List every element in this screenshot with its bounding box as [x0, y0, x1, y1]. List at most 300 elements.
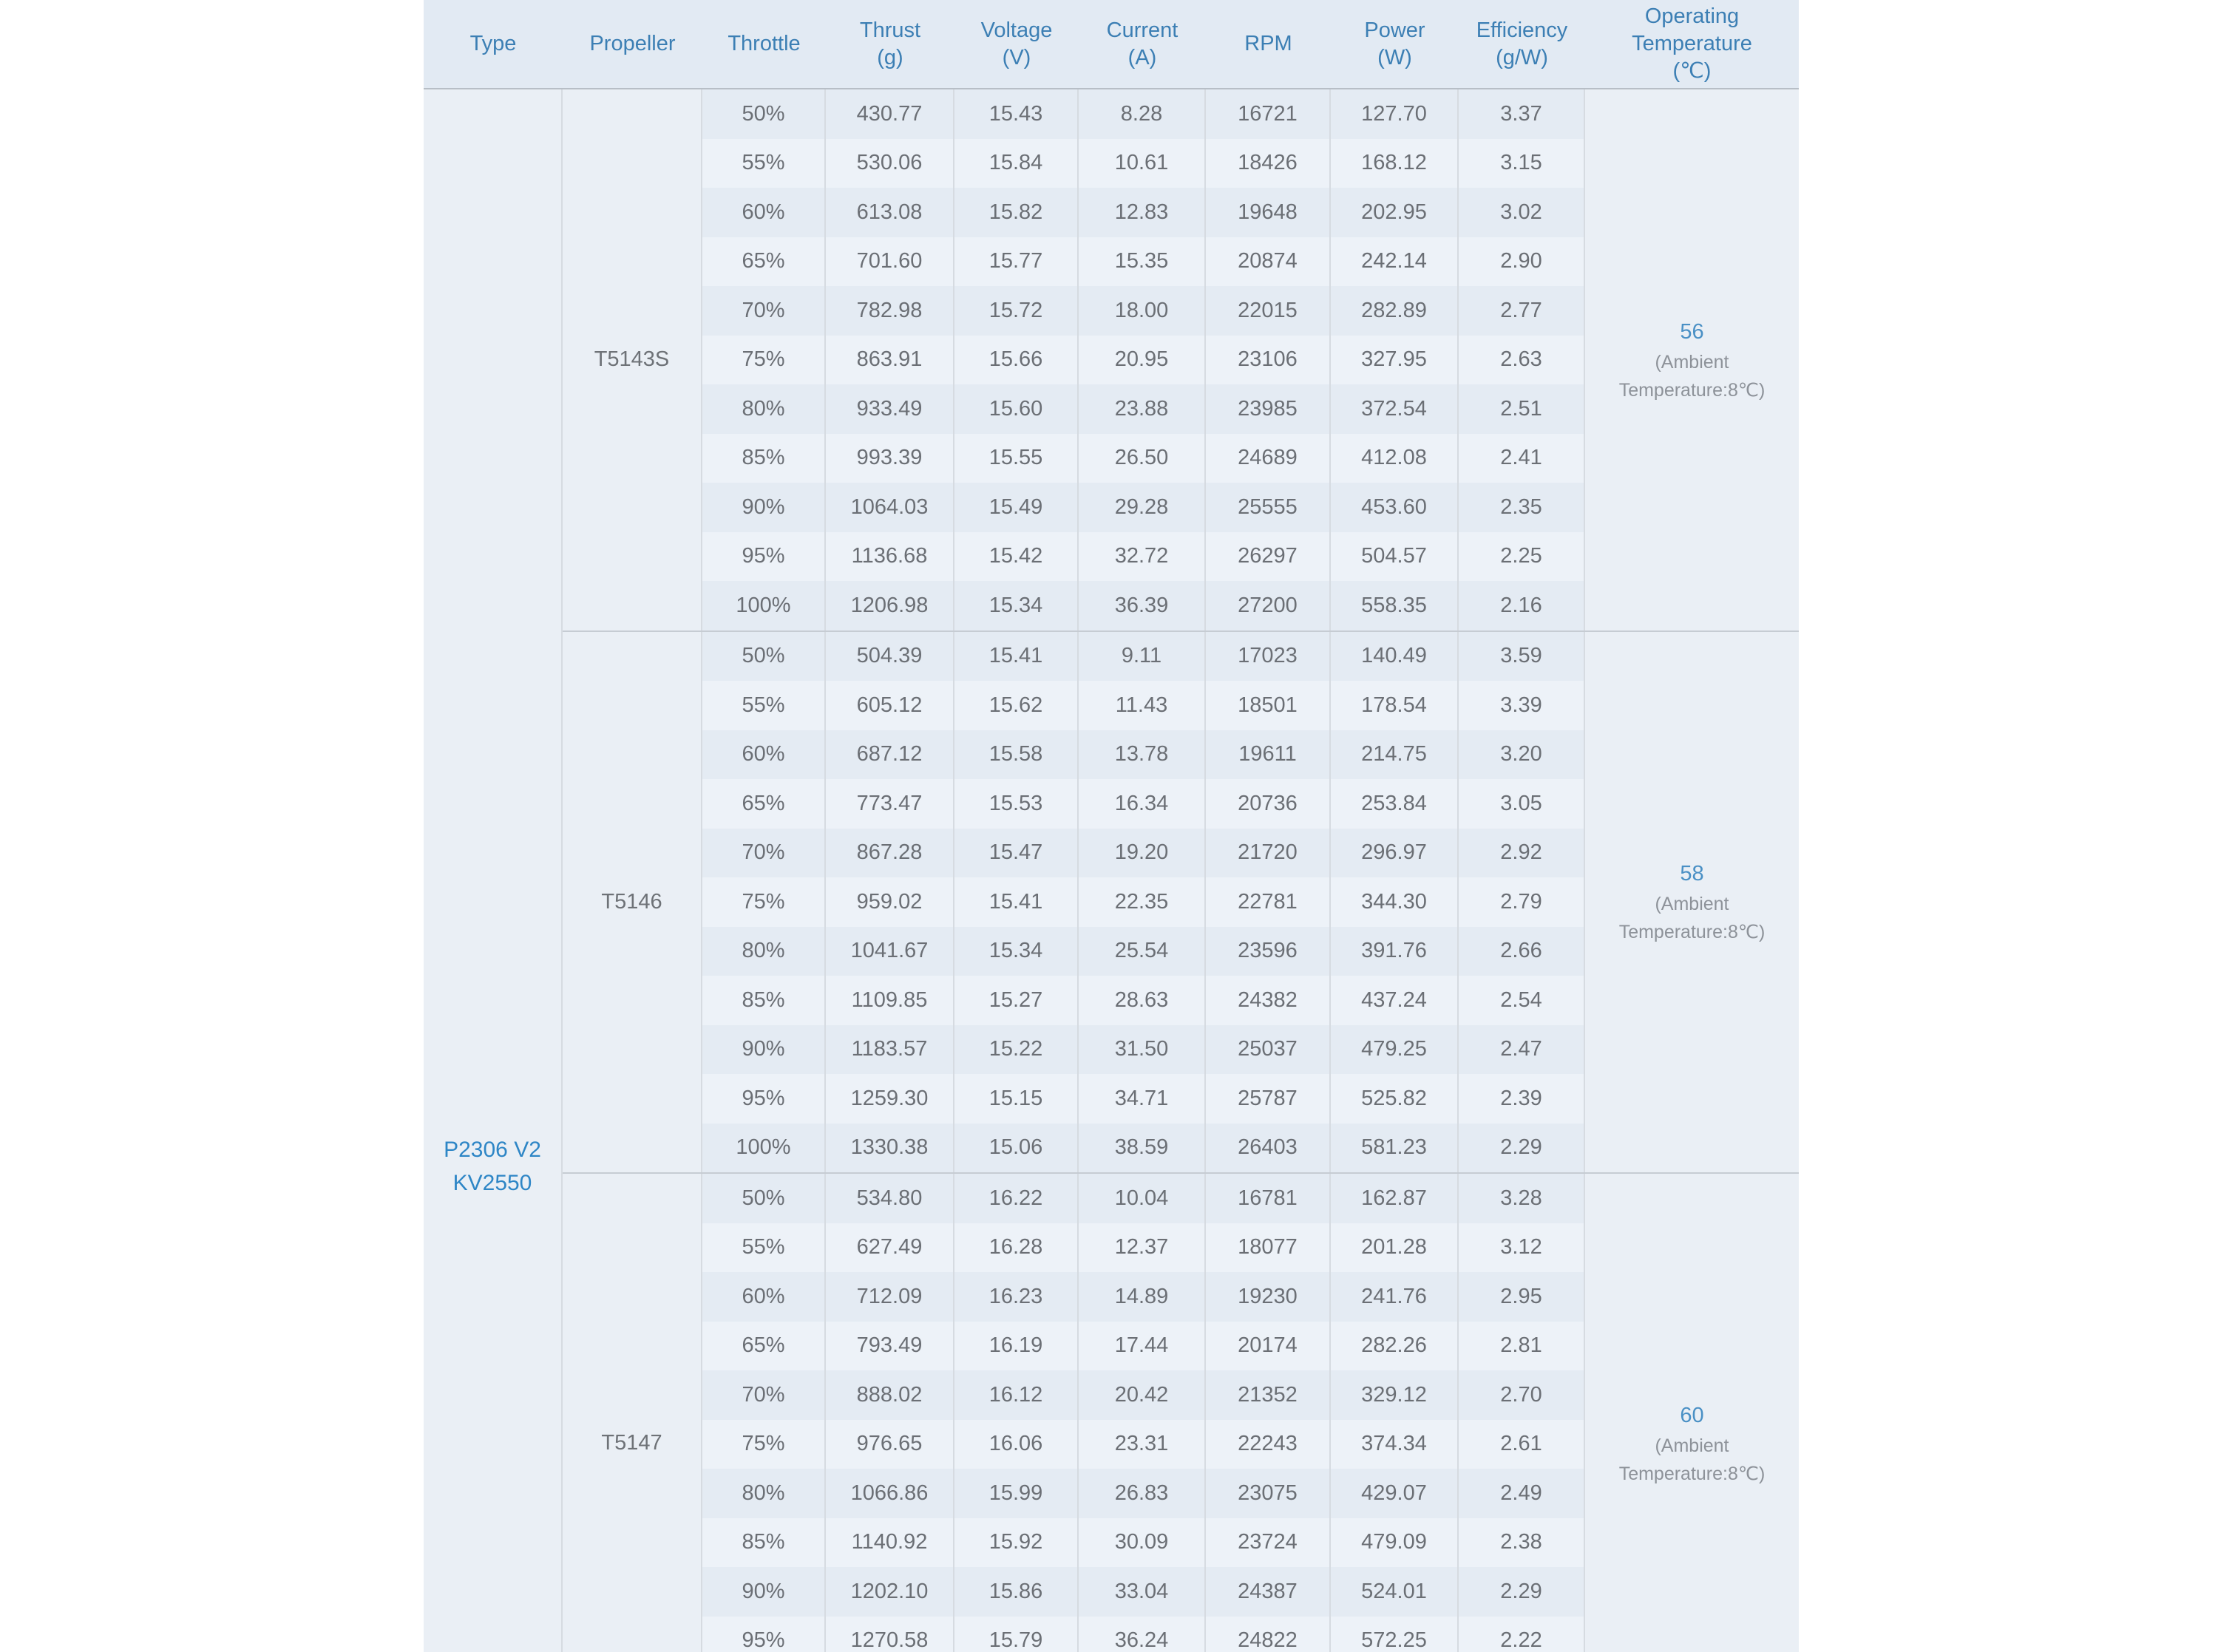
- rpm-cell: 24382: [1206, 976, 1331, 1025]
- throttle-cell: 100%: [702, 1124, 826, 1173]
- efficiency-cell: 2.54: [1459, 976, 1585, 1025]
- motor-type-line2: KV2550: [452, 1171, 532, 1195]
- thrust-cell: 1270.58: [826, 1617, 954, 1652]
- thrust-cell: 993.39: [826, 434, 954, 483]
- voltage-cell: 15.92: [954, 1518, 1079, 1568]
- rpm-cell: 25787: [1206, 1074, 1331, 1124]
- power-cell: 168.12: [1331, 139, 1459, 188]
- rpm-cell: 24387: [1206, 1567, 1331, 1617]
- col-header-propeller: [563, 0, 702, 88]
- throttle-cell: 85%: [702, 1518, 826, 1568]
- throttle-cell: 95%: [702, 532, 826, 582]
- throttle-cell: 55%: [702, 1223, 826, 1273]
- power-cell: 504.57: [1331, 532, 1459, 582]
- operating-temperature-cell: [1585, 632, 1799, 1173]
- thrust-cell: 1109.85: [826, 976, 954, 1025]
- propeller-cell: T5146: [563, 632, 702, 1173]
- rpm-cell: 25037: [1206, 1025, 1331, 1075]
- power-cell: 558.35: [1331, 581, 1459, 630]
- voltage-cell: 16.23: [954, 1272, 1079, 1322]
- col-header-title: RPM: [1244, 32, 1292, 55]
- propeller-block: [563, 630, 1799, 1173]
- current-cell: 16.34: [1079, 779, 1206, 829]
- power-cell: 296.97: [1331, 829, 1459, 878]
- table-row: [702, 434, 1585, 483]
- voltage-cell: 16.06: [954, 1420, 1079, 1469]
- throttle-cell: 65%: [702, 237, 826, 287]
- throttle-cell: 60%: [702, 730, 826, 780]
- table-row: [702, 681, 1585, 730]
- efficiency-cell: 2.81: [1459, 1322, 1585, 1371]
- voltage-cell: 15.86: [954, 1567, 1079, 1617]
- power-cell: 453.60: [1331, 483, 1459, 532]
- rpm-cell: 22781: [1206, 877, 1331, 927]
- power-cell: 479.09: [1331, 1518, 1459, 1568]
- efficiency-cell: 2.90: [1459, 237, 1585, 287]
- motor-spec-table: [424, 0, 1799, 1652]
- rpm-cell: 24822: [1206, 1617, 1331, 1652]
- throttle-cell: 70%: [702, 1370, 826, 1420]
- table-row: [702, 1567, 1585, 1617]
- power-cell: 282.89: [1331, 286, 1459, 336]
- rpm-cell: 27200: [1206, 581, 1331, 630]
- col-header-unit: (g): [877, 45, 903, 69]
- efficiency-cell: 2.35: [1459, 483, 1585, 532]
- col-header-title: Throttle: [728, 32, 801, 55]
- thrust-cell: 613.08: [826, 188, 954, 237]
- throttle-cell: 85%: [702, 976, 826, 1025]
- table-row: [702, 1124, 1585, 1173]
- throttle-cell: 60%: [702, 1272, 826, 1322]
- temperature-value: 58: [1680, 862, 1704, 886]
- propeller-cell: T5147: [563, 1174, 702, 1652]
- throttle-rows: [702, 89, 1585, 630]
- thrust-cell: 1041.67: [826, 927, 954, 976]
- col-header-title: Power: [1364, 18, 1425, 42]
- throttle-cell: 50%: [702, 1174, 826, 1223]
- table-row: [702, 1469, 1585, 1518]
- thrust-cell: 534.80: [826, 1174, 954, 1223]
- current-cell: 10.04: [1079, 1174, 1206, 1223]
- rpm-cell: 18077: [1206, 1223, 1331, 1273]
- throttle-cell: 75%: [702, 877, 826, 927]
- table-row: [702, 1617, 1585, 1652]
- table-row: [702, 89, 1585, 139]
- col-header-title: Operating Temperature: [1632, 4, 1752, 55]
- rpm-cell: 20874: [1206, 237, 1331, 287]
- power-cell: 329.12: [1331, 1370, 1459, 1420]
- propeller-cell: T5143S: [563, 89, 702, 630]
- temperature-value: 60: [1680, 1403, 1704, 1427]
- rpm-cell: 23596: [1206, 927, 1331, 976]
- power-cell: 202.95: [1331, 188, 1459, 237]
- efficiency-cell: 3.15: [1459, 139, 1585, 188]
- table-row: [702, 581, 1585, 630]
- table-row: [702, 1074, 1585, 1124]
- efficiency-cell: 2.39: [1459, 1074, 1585, 1124]
- current-cell: 22.35: [1079, 877, 1206, 927]
- throttle-cell: 90%: [702, 1567, 826, 1617]
- power-cell: 525.82: [1331, 1074, 1459, 1124]
- voltage-cell: 15.15: [954, 1074, 1079, 1124]
- thrust-cell: 701.60: [826, 237, 954, 287]
- col-header-voltage: [954, 0, 1079, 88]
- thrust-cell: 504.39: [826, 632, 954, 681]
- table-row: [702, 286, 1585, 336]
- rpm-cell: 23075: [1206, 1469, 1331, 1518]
- motor-type-label: [424, 1133, 561, 1200]
- power-cell: 344.30: [1331, 877, 1459, 927]
- voltage-cell: 15.34: [954, 581, 1079, 630]
- col-header-power: [1331, 0, 1459, 88]
- thrust-cell: 1183.57: [826, 1025, 954, 1075]
- current-cell: 12.37: [1079, 1223, 1206, 1273]
- voltage-cell: 15.60: [954, 384, 1079, 434]
- voltage-cell: 15.84: [954, 139, 1079, 188]
- throttle-cell: 60%: [702, 188, 826, 237]
- rpm-cell: 26297: [1206, 532, 1331, 582]
- voltage-cell: 15.43: [954, 89, 1079, 139]
- rpm-cell: 20736: [1206, 779, 1331, 829]
- voltage-cell: 16.12: [954, 1370, 1079, 1420]
- operating-temperature-cell: [1585, 1174, 1799, 1652]
- propeller-block: [563, 89, 1799, 630]
- thrust-cell: 782.98: [826, 286, 954, 336]
- efficiency-cell: 2.25: [1459, 532, 1585, 582]
- rpm-cell: 22243: [1206, 1420, 1331, 1469]
- col-header-efficiency: [1459, 0, 1585, 88]
- throttle-cell: 65%: [702, 1322, 826, 1371]
- power-cell: 524.01: [1331, 1567, 1459, 1617]
- current-cell: 8.28: [1079, 89, 1206, 139]
- throttle-cell: 95%: [702, 1617, 826, 1652]
- current-cell: 15.35: [1079, 237, 1206, 287]
- power-cell: 242.14: [1331, 237, 1459, 287]
- thrust-cell: 627.49: [826, 1223, 954, 1273]
- current-cell: 36.24: [1079, 1617, 1206, 1652]
- table-row: [702, 632, 1585, 681]
- throttle-cell: 90%: [702, 483, 826, 532]
- col-header-title: Voltage: [980, 18, 1053, 42]
- thrust-cell: 1140.92: [826, 1518, 954, 1568]
- col-header-type: [424, 0, 563, 88]
- efficiency-cell: 3.28: [1459, 1174, 1585, 1223]
- thrust-cell: 1259.30: [826, 1074, 954, 1124]
- current-cell: 30.09: [1079, 1518, 1206, 1568]
- table-row: [702, 1420, 1585, 1469]
- rpm-cell: 23724: [1206, 1518, 1331, 1568]
- thrust-cell: 530.06: [826, 139, 954, 188]
- throttle-rows: [702, 632, 1585, 1173]
- col-header-rpm: [1206, 0, 1331, 88]
- power-cell: 581.23: [1331, 1124, 1459, 1173]
- col-header-title: Thrust: [859, 18, 921, 42]
- table-row: [702, 927, 1585, 976]
- voltage-cell: 15.27: [954, 976, 1079, 1025]
- thrust-cell: 863.91: [826, 336, 954, 385]
- current-cell: 26.50: [1079, 434, 1206, 483]
- table-row: [702, 1370, 1585, 1420]
- power-cell: 127.70: [1331, 89, 1459, 139]
- col-header-current: [1079, 0, 1206, 88]
- thrust-cell: 605.12: [826, 681, 954, 730]
- power-cell: 374.34: [1331, 1420, 1459, 1469]
- rpm-cell: 19648: [1206, 188, 1331, 237]
- table-row: [702, 188, 1585, 237]
- thrust-cell: 1206.98: [826, 581, 954, 630]
- rpm-cell: 18501: [1206, 681, 1331, 730]
- current-cell: 36.39: [1079, 581, 1206, 630]
- throttle-cell: 75%: [702, 336, 826, 385]
- thrust-cell: 1330.38: [826, 1124, 954, 1173]
- rpm-cell: 18426: [1206, 139, 1331, 188]
- rpm-cell: 19230: [1206, 1272, 1331, 1322]
- throttle-cell: 90%: [702, 1025, 826, 1075]
- col-header-thrust: [826, 0, 954, 88]
- efficiency-cell: 3.02: [1459, 188, 1585, 237]
- efficiency-cell: 3.05: [1459, 779, 1585, 829]
- voltage-cell: 15.72: [954, 286, 1079, 336]
- table-row: [702, 532, 1585, 582]
- thrust-cell: 1136.68: [826, 532, 954, 582]
- thrust-cell: 1202.10: [826, 1567, 954, 1617]
- efficiency-cell: 2.29: [1459, 1567, 1585, 1617]
- power-cell: 140.49: [1331, 632, 1459, 681]
- ambient-temperature-note: (Ambient Temperature:8℃): [1618, 1435, 1766, 1484]
- throttle-cell: 80%: [702, 384, 826, 434]
- thrust-cell: 712.09: [826, 1272, 954, 1322]
- table-row: [702, 877, 1585, 927]
- efficiency-cell: 3.12: [1459, 1223, 1585, 1273]
- voltage-cell: 15.42: [954, 532, 1079, 582]
- thrust-cell: 1066.86: [826, 1469, 954, 1518]
- table-row: [702, 1025, 1585, 1075]
- table-row: [702, 1174, 1585, 1223]
- efficiency-cell: 3.59: [1459, 632, 1585, 681]
- efficiency-cell: 2.47: [1459, 1025, 1585, 1075]
- current-cell: 32.72: [1079, 532, 1206, 582]
- type-column: [424, 89, 563, 1652]
- current-cell: 26.83: [1079, 1469, 1206, 1518]
- power-cell: 572.25: [1331, 1617, 1459, 1652]
- voltage-cell: 15.82: [954, 188, 1079, 237]
- throttle-cell: 50%: [702, 632, 826, 681]
- current-cell: 11.43: [1079, 681, 1206, 730]
- power-cell: 162.87: [1331, 1174, 1459, 1223]
- col-header-unit: (V): [1002, 45, 1031, 69]
- temperature-value: 56: [1680, 319, 1704, 344]
- current-cell: 14.89: [1079, 1272, 1206, 1322]
- voltage-cell: 15.99: [954, 1469, 1079, 1518]
- rpm-cell: 22015: [1206, 286, 1331, 336]
- efficiency-cell: 2.16: [1459, 581, 1585, 630]
- col-header-unit: (W): [1377, 45, 1412, 69]
- thrust-cell: 1064.03: [826, 483, 954, 532]
- current-cell: 29.28: [1079, 483, 1206, 532]
- efficiency-cell: 2.95: [1459, 1272, 1585, 1322]
- voltage-cell: 15.22: [954, 1025, 1079, 1075]
- throttle-cell: 85%: [702, 434, 826, 483]
- thrust-cell: 687.12: [826, 730, 954, 780]
- table-row: [702, 237, 1585, 287]
- table-row: [702, 483, 1585, 532]
- table-row: [702, 336, 1585, 385]
- efficiency-cell: 2.66: [1459, 927, 1585, 976]
- rpm-cell: 19611: [1206, 730, 1331, 780]
- efficiency-cell: 2.38: [1459, 1518, 1585, 1568]
- current-cell: 33.04: [1079, 1567, 1206, 1617]
- power-cell: 178.54: [1331, 681, 1459, 730]
- power-cell: 327.95: [1331, 336, 1459, 385]
- power-cell: 201.28: [1331, 1223, 1459, 1273]
- table-row: [702, 1272, 1585, 1322]
- current-cell: 23.88: [1079, 384, 1206, 434]
- voltage-cell: 16.28: [954, 1223, 1079, 1273]
- rpm-cell: 23106: [1206, 336, 1331, 385]
- voltage-cell: 15.49: [954, 483, 1079, 532]
- throttle-cell: 65%: [702, 779, 826, 829]
- col-header-operating-temperature: [1585, 0, 1799, 88]
- col-header-throttle: [702, 0, 826, 88]
- efficiency-cell: 2.22: [1459, 1617, 1585, 1652]
- table-row: [702, 1223, 1585, 1273]
- rpm-cell: 17023: [1206, 632, 1331, 681]
- current-cell: 31.50: [1079, 1025, 1206, 1075]
- power-cell: 253.84: [1331, 779, 1459, 829]
- rpm-cell: 25555: [1206, 483, 1331, 532]
- power-cell: 412.08: [1331, 434, 1459, 483]
- operating-temperature-cell: [1585, 89, 1799, 630]
- efficiency-cell: 2.29: [1459, 1124, 1585, 1173]
- voltage-cell: 15.58: [954, 730, 1079, 780]
- power-cell: 241.76: [1331, 1272, 1459, 1322]
- thrust-cell: 976.65: [826, 1420, 954, 1469]
- thrust-cell: 959.02: [826, 877, 954, 927]
- current-cell: 25.54: [1079, 927, 1206, 976]
- table-row: [702, 1322, 1585, 1371]
- rpm-cell: 26403: [1206, 1124, 1331, 1173]
- throttle-cell: 95%: [702, 1074, 826, 1124]
- rpm-cell: 16721: [1206, 89, 1331, 139]
- table-row: [702, 384, 1585, 434]
- current-cell: 28.63: [1079, 976, 1206, 1025]
- power-cell: 429.07: [1331, 1469, 1459, 1518]
- rpm-cell: 23985: [1206, 384, 1331, 434]
- efficiency-cell: 3.37: [1459, 89, 1585, 139]
- current-cell: 17.44: [1079, 1322, 1206, 1371]
- current-cell: 38.59: [1079, 1124, 1206, 1173]
- throttle-cell: 75%: [702, 1420, 826, 1469]
- efficiency-cell: 2.41: [1459, 434, 1585, 483]
- col-header-title: Propeller: [589, 32, 676, 55]
- current-cell: 10.61: [1079, 139, 1206, 188]
- throttle-cell: 50%: [702, 89, 826, 139]
- efficiency-cell: 2.63: [1459, 336, 1585, 385]
- efficiency-cell: 3.20: [1459, 730, 1585, 780]
- current-cell: 13.78: [1079, 730, 1206, 780]
- table-row: [702, 976, 1585, 1025]
- thrust-cell: 430.77: [826, 89, 954, 139]
- col-header-title: Current: [1106, 18, 1178, 42]
- rpm-cell: 21720: [1206, 829, 1331, 878]
- motor-type-line1: P2306 V2: [444, 1138, 541, 1162]
- throttle-cell: 80%: [702, 927, 826, 976]
- col-header-unit: (℃): [1672, 59, 1712, 83]
- table-row: [702, 139, 1585, 188]
- table-header-row: [424, 0, 1799, 89]
- current-cell: 19.20: [1079, 829, 1206, 878]
- current-cell: 20.42: [1079, 1370, 1206, 1420]
- throttle-cell: 55%: [702, 139, 826, 188]
- thrust-cell: 793.49: [826, 1322, 954, 1371]
- rpm-cell: 20174: [1206, 1322, 1331, 1371]
- table-row: [702, 1518, 1585, 1568]
- propeller-block: [563, 1172, 1799, 1652]
- efficiency-cell: 2.61: [1459, 1420, 1585, 1469]
- throttle-cell: 100%: [702, 581, 826, 630]
- efficiency-cell: 2.49: [1459, 1469, 1585, 1518]
- table-row: [702, 829, 1585, 878]
- power-cell: 214.75: [1331, 730, 1459, 780]
- table-body: [424, 89, 1799, 1652]
- efficiency-cell: 3.39: [1459, 681, 1585, 730]
- throttle-cell: 80%: [702, 1469, 826, 1518]
- voltage-cell: 15.62: [954, 681, 1079, 730]
- voltage-cell: 15.47: [954, 829, 1079, 878]
- voltage-cell: 15.06: [954, 1124, 1079, 1173]
- rpm-cell: 16781: [1206, 1174, 1331, 1223]
- power-cell: 282.26: [1331, 1322, 1459, 1371]
- voltage-cell: 15.77: [954, 237, 1079, 287]
- voltage-cell: 15.53: [954, 779, 1079, 829]
- current-cell: 12.83: [1079, 188, 1206, 237]
- voltage-cell: 15.66: [954, 336, 1079, 385]
- throttle-cell: 70%: [702, 286, 826, 336]
- efficiency-cell: 2.51: [1459, 384, 1585, 434]
- voltage-cell: 15.34: [954, 927, 1079, 976]
- voltage-cell: 16.19: [954, 1322, 1079, 1371]
- throttle-cell: 55%: [702, 681, 826, 730]
- rpm-cell: 24689: [1206, 434, 1331, 483]
- efficiency-cell: 2.92: [1459, 829, 1585, 878]
- col-header-title: Type: [469, 32, 517, 55]
- voltage-cell: 16.22: [954, 1174, 1079, 1223]
- power-cell: 391.76: [1331, 927, 1459, 976]
- power-cell: 479.25: [1331, 1025, 1459, 1075]
- voltage-cell: 15.41: [954, 632, 1079, 681]
- current-cell: 34.71: [1079, 1074, 1206, 1124]
- rpm-cell: 21352: [1206, 1370, 1331, 1420]
- voltage-cell: 15.41: [954, 877, 1079, 927]
- current-cell: 18.00: [1079, 286, 1206, 336]
- propeller-blocks-container: [563, 89, 1799, 1652]
- table-row: [702, 779, 1585, 829]
- table-row: [702, 730, 1585, 780]
- thrust-cell: 888.02: [826, 1370, 954, 1420]
- power-cell: 437.24: [1331, 976, 1459, 1025]
- col-header-unit: (A): [1127, 45, 1157, 69]
- voltage-cell: 15.79: [954, 1617, 1079, 1652]
- current-cell: 9.11: [1079, 632, 1206, 681]
- current-cell: 20.95: [1079, 336, 1206, 385]
- power-cell: 372.54: [1331, 384, 1459, 434]
- thrust-cell: 867.28: [826, 829, 954, 878]
- thrust-cell: 773.47: [826, 779, 954, 829]
- efficiency-cell: 2.70: [1459, 1370, 1585, 1420]
- efficiency-cell: 2.79: [1459, 877, 1585, 927]
- col-header-title: Efficiency: [1476, 18, 1568, 42]
- thrust-cell: 933.49: [826, 384, 954, 434]
